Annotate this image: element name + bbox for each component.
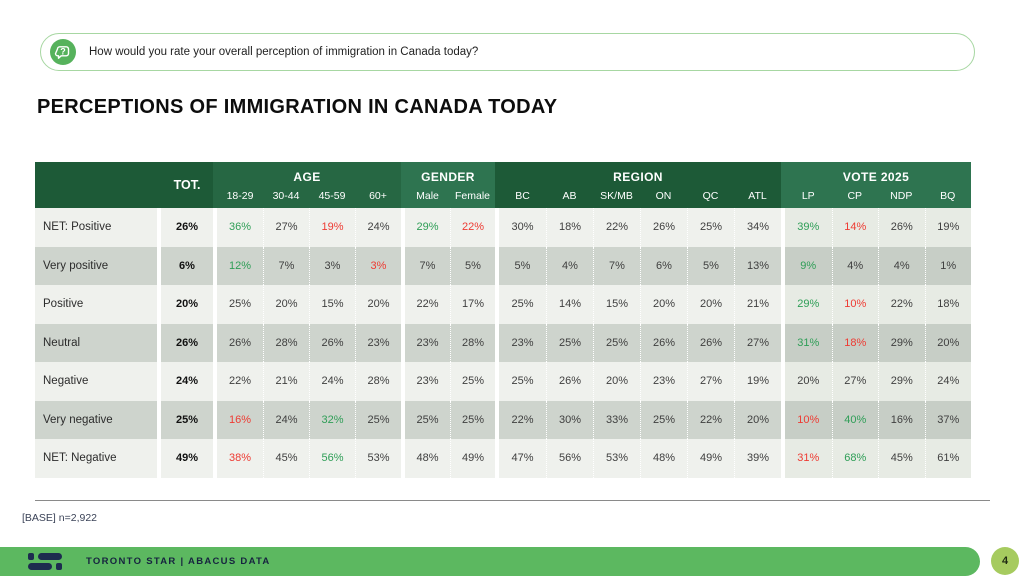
brand-text: TORONTO STAR | ABACUS DATA — [86, 556, 271, 567]
table-cell: 30% — [546, 401, 593, 440]
table-cell: 45% — [878, 439, 925, 478]
table-cell: 25% — [450, 401, 495, 440]
header-vote-group — [781, 162, 971, 208]
table-cell: 4% — [832, 247, 879, 286]
table-cell: 25% — [217, 285, 263, 324]
question-bubble-icon — [50, 39, 76, 65]
table-cell: 34% — [734, 208, 781, 247]
table-cell: 25% — [687, 208, 734, 247]
table-cell: 23% — [405, 362, 450, 401]
table-cell: 18% — [546, 208, 593, 247]
column-header: ATL — [748, 190, 767, 202]
table-cell: 23% — [499, 324, 546, 363]
abacus-data-logo-icon — [28, 553, 64, 571]
table-cell: 24% — [309, 362, 355, 401]
table-cell: 26% — [640, 208, 687, 247]
column-header: QC — [702, 190, 719, 202]
row-label: Positive — [35, 285, 157, 324]
table-cell: 7% — [405, 247, 450, 286]
table-cell: 25% — [450, 362, 495, 401]
table-cell: 38% — [217, 439, 263, 478]
table-row — [35, 439, 971, 478]
svg-text:?: ? — [60, 46, 66, 57]
table-cell: 27% — [263, 208, 309, 247]
row-label: Very negative — [35, 401, 157, 440]
table-cell: 22% — [687, 401, 734, 440]
table-cell: 7% — [593, 247, 640, 286]
results-table — [35, 162, 971, 478]
table-cell: 6% — [640, 247, 687, 286]
table-cell: 15% — [593, 285, 640, 324]
table-row — [35, 401, 971, 440]
table-cell: 28% — [450, 324, 495, 363]
column-header: 60+ — [369, 190, 387, 202]
column-header: 45-59 — [318, 190, 346, 202]
table-cell: 31% — [785, 324, 832, 363]
table-cell: 20% — [734, 401, 781, 440]
header-region-group — [495, 162, 781, 208]
table-cell: 20% — [687, 285, 734, 324]
table-cell: 25% — [161, 401, 213, 440]
table-cell: 5% — [687, 247, 734, 286]
table-cell: 26% — [546, 362, 593, 401]
column-header: BQ — [940, 190, 956, 202]
table-cell: 4% — [546, 247, 593, 286]
table-cell: 18% — [925, 285, 972, 324]
table-row — [35, 285, 971, 324]
header-total-zone — [35, 162, 213, 208]
table-cell: 18% — [832, 324, 879, 363]
table-cell: 24% — [263, 401, 309, 440]
table-cell: 30% — [499, 208, 546, 247]
table-cell: 22% — [593, 208, 640, 247]
table-cell: 25% — [499, 285, 546, 324]
table-cell: 23% — [355, 324, 401, 363]
table-cell: 19% — [925, 208, 972, 247]
table-cell: 32% — [309, 401, 355, 440]
table-cell: 26% — [217, 324, 263, 363]
column-header: Female — [454, 190, 490, 202]
table-cell: 25% — [405, 401, 450, 440]
table-row — [35, 247, 971, 286]
table-cell: 5% — [450, 247, 495, 286]
row-label: Neutral — [35, 324, 157, 363]
table-cell: 33% — [593, 401, 640, 440]
table-cell: 20% — [785, 362, 832, 401]
table-cell: 20% — [925, 324, 972, 363]
table-cell: 53% — [355, 439, 401, 478]
table-cell: 29% — [405, 208, 450, 247]
table-cell: 53% — [593, 439, 640, 478]
page-title: PERCEPTIONS OF IMMIGRATION IN CANADA TODAY — [37, 96, 558, 118]
table-cell: 24% — [925, 362, 972, 401]
table-cell: 68% — [832, 439, 879, 478]
table-cell: 22% — [878, 285, 925, 324]
group-label-gender: GENDER — [421, 170, 475, 184]
table-cell: 48% — [640, 439, 687, 478]
table-cell: 48% — [405, 439, 450, 478]
column-header: NDP — [890, 190, 913, 202]
column-header: BC — [515, 190, 530, 202]
column-header: Male — [416, 190, 439, 202]
base-note: [BASE] n=2,922 — [22, 512, 98, 524]
table-cell: 29% — [785, 285, 832, 324]
table-cell: 26% — [161, 208, 213, 247]
table-cell: 36% — [217, 208, 263, 247]
table-cell: 56% — [546, 439, 593, 478]
table-cell: 14% — [546, 285, 593, 324]
table-cell: 22% — [405, 285, 450, 324]
table-cell: 9% — [785, 247, 832, 286]
row-label: Very positive — [35, 247, 157, 286]
table-cell: 25% — [593, 324, 640, 363]
table-cell: 28% — [355, 362, 401, 401]
table-cell: 61% — [925, 439, 972, 478]
table-cell: 1% — [925, 247, 972, 286]
table-row — [35, 208, 971, 247]
column-header: LP — [801, 190, 815, 202]
table-cell: 16% — [878, 401, 925, 440]
table-cell: 14% — [832, 208, 879, 247]
table-cell: 23% — [405, 324, 450, 363]
table-cell: 10% — [832, 285, 879, 324]
table-cell: 6% — [161, 247, 213, 286]
table-cell: 20% — [161, 285, 213, 324]
table-cell: 49% — [161, 439, 213, 478]
table-cell: 26% — [878, 208, 925, 247]
row-label: NET: Negative — [35, 439, 157, 478]
page-number-badge: 4 — [991, 547, 1019, 575]
table-cell: 39% — [785, 208, 832, 247]
row-label: NET: Positive — [35, 208, 157, 247]
table-cell: 21% — [263, 362, 309, 401]
table-cell: 37% — [925, 401, 972, 440]
table-cell: 27% — [734, 324, 781, 363]
group-label-region: REGION — [613, 170, 663, 184]
row-label: Negative — [35, 362, 157, 401]
table-cell: 26% — [687, 324, 734, 363]
table-cell: 16% — [217, 401, 263, 440]
question-text: How would you rate your overall perception of immigration in Canada today? — [89, 46, 479, 58]
table-cell: 15% — [309, 285, 355, 324]
table-cell: 28% — [263, 324, 309, 363]
bottom-bar — [0, 547, 980, 576]
table-row — [35, 324, 971, 363]
table-cell: 56% — [309, 439, 355, 478]
table-cell: 5% — [499, 247, 546, 286]
table-cell: 47% — [499, 439, 546, 478]
table-cell: 20% — [640, 285, 687, 324]
table-header — [35, 162, 971, 208]
table-cell: 26% — [640, 324, 687, 363]
column-header-total: TOT. — [173, 178, 201, 192]
header-age-group — [213, 162, 401, 208]
table-cell: 20% — [263, 285, 309, 324]
column-header: 18-29 — [226, 190, 254, 202]
table-cell: 26% — [161, 324, 213, 363]
table-cell: 29% — [878, 324, 925, 363]
table-cell: 3% — [309, 247, 355, 286]
group-label-age: AGE — [293, 170, 321, 184]
table-cell: 25% — [499, 362, 546, 401]
table-cell: 19% — [734, 362, 781, 401]
column-header: ON — [655, 190, 672, 202]
table-cell: 31% — [785, 439, 832, 478]
table-cell: 49% — [450, 439, 495, 478]
group-label-vote: VOTE 2025 — [842, 170, 910, 184]
table-cell: 27% — [832, 362, 879, 401]
table-cell: 24% — [355, 208, 401, 247]
table-cell: 21% — [734, 285, 781, 324]
table-cell: 20% — [593, 362, 640, 401]
table-cell: 7% — [263, 247, 309, 286]
table-cell: 3% — [355, 247, 401, 286]
table-cell: 26% — [309, 324, 355, 363]
question-banner — [40, 33, 975, 71]
table-cell: 23% — [640, 362, 687, 401]
column-header: CP — [847, 190, 863, 202]
table-cell: 22% — [450, 208, 495, 247]
table-cell: 49% — [687, 439, 734, 478]
table-cell: 45% — [263, 439, 309, 478]
column-header: AB — [562, 190, 577, 202]
table-cell: 24% — [161, 362, 213, 401]
table-cell: 25% — [640, 401, 687, 440]
table-cell: 17% — [450, 285, 495, 324]
table-cell: 40% — [832, 401, 879, 440]
table-cell: 4% — [878, 247, 925, 286]
table-cell: 29% — [878, 362, 925, 401]
table-cell: 22% — [217, 362, 263, 401]
table-cell: 22% — [499, 401, 546, 440]
table-cell: 25% — [355, 401, 401, 440]
table-cell: 10% — [785, 401, 832, 440]
table-cell: 27% — [687, 362, 734, 401]
table-cell: 12% — [217, 247, 263, 286]
table-cell: 39% — [734, 439, 781, 478]
table-cell: 25% — [546, 324, 593, 363]
table-cell: 19% — [309, 208, 355, 247]
table-body — [35, 208, 971, 478]
table-row — [35, 362, 971, 401]
table-cell: 13% — [734, 247, 781, 286]
table-cell: 20% — [355, 285, 401, 324]
header-gender-group — [401, 162, 495, 208]
footer-divider — [35, 500, 990, 501]
column-header: 30-44 — [272, 190, 300, 202]
column-header: SK/MB — [600, 190, 633, 202]
